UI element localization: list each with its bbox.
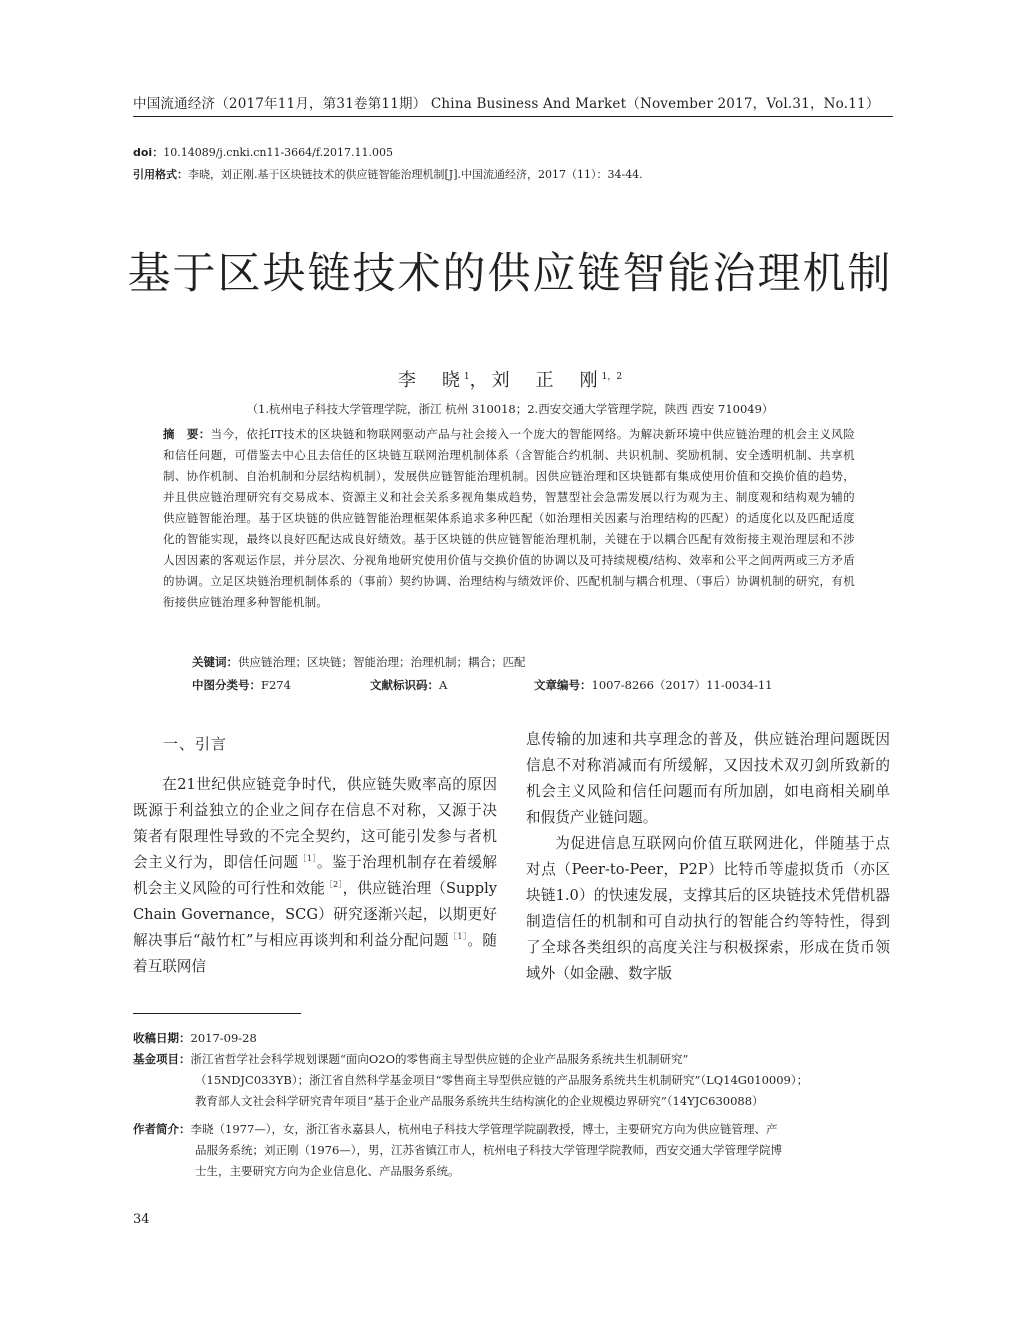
right-column xyxy=(526,727,890,987)
keywords-label: 关键词： xyxy=(192,655,238,669)
abstract-label: 摘 要： xyxy=(163,427,211,441)
intro-text-d: 。随着互联网信 xyxy=(133,932,497,975)
keywords xyxy=(192,654,526,670)
document-code xyxy=(370,677,534,693)
fund-label: 基金项目： xyxy=(133,1052,191,1066)
doc-label: 文献标识码： xyxy=(370,678,439,692)
doi-label: doi： xyxy=(133,146,164,159)
reference-link-2[interactable]: ［2］ xyxy=(325,880,343,890)
fund-line-1: 浙江省哲学社会科学规划课题“面向O2O的零售商主导型供应链的企业产品服务系统共生机制研究” xyxy=(190,1052,689,1066)
received-date xyxy=(133,1028,893,1049)
intro-paragraph-continued: 息传输的加速和共享理念的普及，供应链治理问题既因信息不对称消减而有所缓解，又因技术双刃剑所致新的机会主义风险和信任问题而有所加剧，如电商相关刷单和假货产业链问题。 xyxy=(526,731,890,826)
bio-line-1: 李晓（1977—），女，浙江省永嘉县人，杭州电子科技大学管理学院副教授，博士，主要研究方向为供应链管理、产 xyxy=(190,1122,778,1136)
article-number xyxy=(534,677,773,693)
bio-line-2: 品服务系统；刘正刚（1976—），男，江苏省镇江市人，杭州电子科技大学管理学院教师，西安交通大学管理学院博 xyxy=(195,1143,783,1157)
art-value: 1007-8266（2017）11-0034-11 xyxy=(591,678,773,692)
section-heading: 一、引言 xyxy=(163,735,228,753)
intro-text-b: 。鉴于治理机制存在着缓解机会主义风险的可行性和效能 xyxy=(133,854,497,897)
classification-row xyxy=(192,677,872,693)
page-number: 34 xyxy=(133,1212,150,1227)
citation-line xyxy=(133,166,643,182)
clc-number xyxy=(192,677,370,693)
left-column xyxy=(133,772,497,980)
citation-value: 李晓，刘正刚.基于区块链技术的供应链智能治理机制[J].中国流通经济，2017（11）：34-44. xyxy=(188,168,643,181)
received-label: 收稿日期： xyxy=(133,1031,191,1045)
paper-title: 基于区块链技术的供应链智能治理机制 xyxy=(127,249,893,299)
author-1-affil: 1 xyxy=(463,372,470,382)
fund-line-2: （15NDJC033YB）；浙江省自然科学基金项目“零售商主导型供应链的产品服务系统共生机制研究”（LQ14G010009）； xyxy=(195,1073,809,1087)
keywords-value: 供应链治理；区块链；智能治理；治理机制；耦合；匹配 xyxy=(238,655,526,669)
author-2: 刘 正 刚 xyxy=(491,370,602,391)
doc-value: A xyxy=(439,678,448,692)
author-1: 李 晓 xyxy=(397,370,464,391)
footnote-rule xyxy=(133,1013,301,1014)
abstract-text: 当今，依托IT技术的区块链和物联网驱动产品与社会接入一个庞大的智能网络。为解决新环境中供应链治理的机会主义风险和信任问题，可借鉴去中心且去信任的区块链互联网治理机制体系（含智能合约机制、共识机制、奖励机制、安全透明机制、共享机制、协作机制、自治机制和分层结构机制），发展供应链智能治理机制。因供应链治理和区块链都有集成使用价值和交换价值的趋势，并且供应链治理研究有交易成本、资源主义和社会关系多视角集成趋势，智慧型社会急需发展以行为观为主、制度观和结构观为辅的供应链智能治理。基于区块链的供应链智能治理框架体系追求多种匹配（如治理相关因素与治理结构的匹配）的适度化以及匹配适度化的智能实现，最终以良好匹配达成良好绩效。基于区块链的供应链智能治理机制，关键在于以耦合匹配有效衔接主观治理层和不涉人因因素的客观运作层，并分层次、分视角地研究使用价值与交换价值的协调以及可持续规模/结构、效率和公平之间两两或三方矛盾的协调。立足区块链治理机制体系的（事前）契约协调、治理结构与绩效评价、匹配机制与耦合机理、（事后）协调机制的研究，有机衔接供应链治理多种智能机制。 xyxy=(163,427,855,609)
bio-line-3: 士生，主要研究方向为企业信息化、产品服务系统。 xyxy=(195,1164,460,1178)
affiliations: （1.杭州电子科技大学管理学院，浙江 杭州 310018；2.西安交通大学管理学院，陕西 西安 710049） xyxy=(246,402,774,416)
header-rule xyxy=(133,116,893,117)
author-2-affil: 1，2 xyxy=(601,372,623,382)
author-line xyxy=(0,366,1020,392)
citation-label: 引用格式： xyxy=(133,168,188,181)
funding-note xyxy=(133,1049,893,1112)
clc-value: F274 xyxy=(261,678,291,692)
doi-value[interactable]: 10.14089/j.cnki.cn11-3664/f.2017.11.005 xyxy=(163,146,394,159)
bio-label: 作者简介： xyxy=(133,1122,191,1136)
intro-text-a: 在21世纪供应链竞争时代，供应链失败率高的原因既源于利益独立的企业之间存在信息不对称，又源于决策者有限理性导致的不完全契约，这可能引发参与者机会主义行为，即信任问题 xyxy=(133,776,497,871)
abstract xyxy=(163,424,855,613)
doi-line xyxy=(133,144,393,160)
author-bio xyxy=(133,1119,893,1182)
clc-label: 中图分类号： xyxy=(192,678,261,692)
author-separator: ， xyxy=(469,370,492,391)
reference-link-3[interactable]: ［1］ xyxy=(449,932,468,942)
running-header: 中国流通经济（2017年11月，第31卷第11期） China Business And Market（November 2017，Vol.31，No.11） xyxy=(133,96,880,112)
intro-text-c: ，供应链治理（Supply Chain Governance，SCG）研究逐渐兴起，以期更好解决事后“敲竹杠”与相应再谈判和利益分配问题 xyxy=(133,880,497,949)
art-label: 文章编号： xyxy=(534,678,592,692)
intro-paragraph-1 xyxy=(133,772,497,980)
intro-paragraph-2: 为促进信息互联网向价值互联网进化，伴随基于点对点（Peer-to-Peer，P2P）比特币等虚拟货币（亦区块链1.0）的快速发展，支撑其后的区块链技术凭借机器制造信任的机制和可自动执行的智能合约等特性，得到了全球各类组织的高度关注与积极探索，形成在货币领域外（如金融、数字版 xyxy=(526,835,890,982)
fund-line-3: 教育部人文社会科学研究青年项目“基于企业产品服务系统共生结构演化的企业规模边界研究”（14YJC630088） xyxy=(195,1094,764,1108)
reference-link-1[interactable]: ［1］ xyxy=(298,854,317,864)
received-value: 2017-09-28 xyxy=(190,1031,257,1045)
